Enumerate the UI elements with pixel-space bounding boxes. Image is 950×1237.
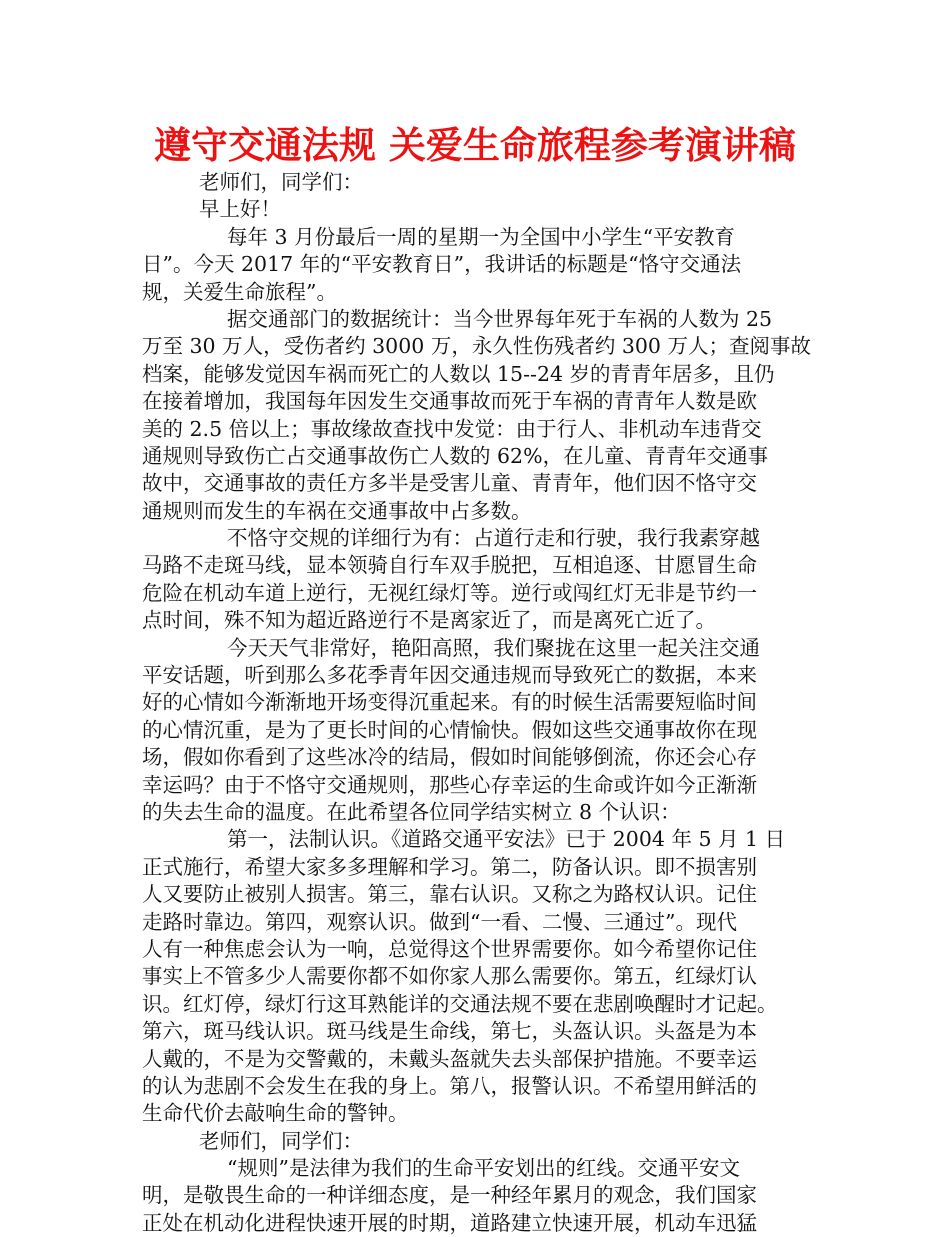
paragraph-line: 生命代价去敲响生命的警钟。 — [142, 1101, 409, 1126]
paragraph-first-line: 老师们，同学们： — [199, 1128, 363, 1153]
paragraph-line: 规，关爱生命旅程”。 — [142, 279, 337, 304]
paragraph — [142, 196, 822, 223]
paragraph — [142, 224, 822, 306]
paragraph-first-line: 今天天气非常好，艳阳高照，我们聚拢在这里一起关注交通 — [227, 635, 760, 660]
paragraph-first-line: “规则”是法律为我们的生命平安划出的红线。交通平安文 — [227, 1156, 740, 1181]
paragraph-first-line: 不恪守交规的详细行为有：占道行走和行驶，我行我素穿越 — [227, 526, 760, 551]
paragraph-first-line: 老师们，同学们： — [199, 170, 363, 194]
paragraph — [142, 1128, 822, 1155]
paragraph-line: 档案，能够发觉因车祸而死亡的人数以 15--24 岁的青青年居多，且仍 — [142, 361, 775, 386]
paragraph-line: 通规则导致伤亡占交通事故伤亡人数的 62%，在儿童、青青年交通事 — [142, 443, 769, 468]
paragraph-line: 识。红灯停，绿灯行这耳熟能详的交通法规不要在悲剧唤醒时才记起。 — [142, 991, 778, 1016]
document-title: 遵守交通法规 关爱生命旅程参考演讲稿 — [154, 124, 796, 167]
paragraph-line: 危险在机动车道上逆行，无视红绿灯等。逆行或闯红灯无非是节约一 — [142, 580, 757, 605]
paragraph — [142, 635, 822, 827]
paragraph-line: 正处在机动化进程快速开展的时期，道路建立快速开展，机动车迅猛 — [142, 1210, 757, 1235]
paragraph-line: 的心情沉重，是为了更长时间的心情愉快。假如这些交通事故你在现 — [142, 717, 757, 742]
paragraph-first-line: 第一，法制认识。《道路交通平安法》已于 2004 年 5 月 1 日 — [227, 827, 786, 852]
paragraph-line: 通规则而发生的车祸在交通事故中占多数。 — [142, 498, 532, 523]
paragraph-line: 正式施行，希望大家多多理解和学习。第二，防备认识。即不损害别 — [142, 854, 757, 879]
paragraph-line: 好的心情如今渐渐地开场变得沉重起来。有的时候生活需要短临时间 — [142, 690, 757, 715]
paragraph — [142, 169, 822, 196]
paragraph — [142, 525, 822, 635]
paragraph-line: 人又要防止被别人损害。第三，靠右认识。又称之为路权认识。记住 — [142, 882, 757, 907]
paragraph — [142, 1155, 822, 1237]
paragraph-line: 走路时靠边。第四，观察认识。做到“一看、二慢、三通过”。现代 — [142, 909, 737, 934]
paragraph-first-line: 早上好！ — [199, 197, 281, 222]
paragraph-first-line: 每年 3 月份最后一周的星期一为全国中小学生“平安教育 — [227, 224, 736, 249]
paragraph-first-line: 据交通部门的数据统计：当今世界每年死于车祸的人数为 25 — [227, 306, 773, 331]
paragraph-line: 美的 2.5 倍以上；事故缘故查找中发觉：由于行人、非机动车违背交 — [142, 416, 762, 441]
document-body — [142, 169, 822, 1237]
paragraph — [142, 306, 822, 525]
paragraph-line: 的认为悲剧不会发生在我的身上。第八，报警认识。不希望用鲜活的 — [142, 1073, 757, 1098]
paragraph-line: 马路不走斑马线，显本领骑自行车双手脱把，互相追逐、甘愿冒生命 — [142, 553, 757, 578]
paragraph-line: 幸运吗？由于不恪守交通规则，那些心存幸运的生命或许如今正渐渐 — [142, 772, 757, 797]
paragraph-line: 人戴的，不是为交警戴的，未戴头盔就失去头部保护措施。不要幸运 — [142, 1046, 757, 1071]
paragraph-line: 日”。今天 2017 年的“平安教育日”，我讲话的标题是“恪守交通法 — [142, 252, 742, 277]
paragraph-line: 场，假如你看到了这些冰冷的结局，假如时间能够倒流，你还会心存 — [142, 745, 757, 770]
paragraph-line: 在接着增加，我国每年因发生交通事故而死于车祸的青青年人数是欧 — [142, 389, 757, 414]
paragraph-line: 万至 30 万人，受伤者约 3000 万，永久性伤残者约 300 万人；查阅事故 — [142, 334, 811, 359]
paragraph-line: 人有一种焦虑会认为一响，总觉得这个世界需要你。如今希望你记住 — [142, 936, 757, 961]
paragraph-line: 事实上不管多少人需要你都不如你家人那么需要你。第五，红绿灯认 — [142, 964, 757, 989]
paragraph-line: 故中，交通事故的责任方多半是受害儿童、青青年，他们因不恪守交 — [142, 471, 757, 496]
paragraph-line: 第六，斑马线认识。斑马线是生命线，第七，头盔认识。头盔是为本 — [142, 1019, 757, 1044]
paragraph-line: 的失去生命的温度。在此希望各位同学结实树立 8 个认识： — [142, 799, 681, 824]
paragraph-line: 点时间，殊不知为超近路逆行不是离家近了，而是离死亡近了。 — [142, 608, 716, 633]
paragraph-line: 平安话题，听到那么多花季青年因交通违规而导致死亡的数据，本来 — [142, 663, 757, 688]
paragraph — [142, 826, 822, 1127]
paragraph-line: 明，是敬畏生命的一种详细态度，是一种经年累月的观念，我们国家 — [142, 1183, 757, 1208]
